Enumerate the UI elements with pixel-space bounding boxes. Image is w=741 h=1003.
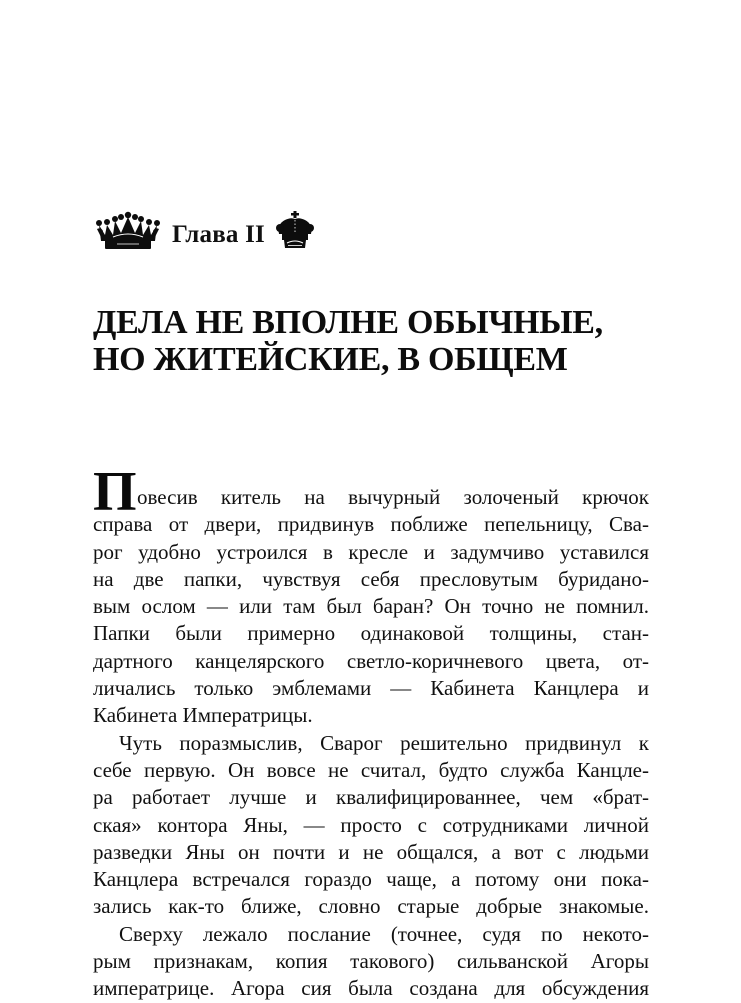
text-line: рым признакам, копия такового) сильванской Агоры [93, 949, 649, 974]
text-line: себе первую. Он вовсе не считал, будто служба Канцле- [93, 757, 649, 782]
chapter-title-line: ДЕЛА НЕ ВПОЛНЕ ОБЫЧНЫЕ, [93, 304, 603, 341]
chapter-title [93, 304, 653, 378]
text-line: зались как-то ближе, словно старые добрые знакомые. [93, 894, 649, 919]
text-line: Канцлера встречался гораздо чаще, а потому они пока- [93, 867, 649, 892]
text-line: рог удобно устроился в кресле и задумчиво уставился [93, 539, 649, 564]
drop-cap: П [93, 461, 137, 523]
text-line: вым ослом — или там был баран? Он точно не помнил. [93, 594, 649, 619]
text-line: Кабинета Императрицы. [93, 703, 313, 728]
text-line: овесив китель на вычурный золоченый крючок [137, 485, 649, 509]
crown-icon [275, 210, 315, 252]
text-line: разведки Яны он почти и не общался, а вот с людьми [93, 839, 649, 864]
text-line: ра работает лучше и квалифицированнее, чем «брат- [93, 785, 649, 810]
text-line: личались только эмблемами — Кабинета Канцлера и [93, 676, 649, 701]
chapter-label: Глава II [172, 221, 265, 248]
text-line: ская» контора Яны, — просто с сотрудниками личной [93, 812, 649, 837]
chapter-heading [93, 206, 315, 256]
text-line: дартного канцелярского светло-коричневого цвета, от- [93, 648, 649, 673]
text-line: Сверху лежало послание (точнее, судя по некото- [119, 921, 649, 946]
crown-icon [93, 211, 163, 251]
body-text [93, 461, 649, 1003]
text-line: императрице. Агора сия была создана для обсуждения [93, 976, 649, 1001]
text-line: Чуть поразмыслив, Сварог решительно придвинул к [119, 730, 649, 755]
chapter-title-line: НО ЖИТЕЙСКИЕ, В ОБЩЕМ [93, 341, 568, 378]
text-line: Папки были примерно одинаковой толщины, стан- [93, 621, 649, 646]
text-line: на две папки, чувствуя себя пресловутым буридано- [93, 566, 649, 591]
text-line: справа от двери, придвинув поближе пепельницу, Сва- [93, 512, 649, 537]
